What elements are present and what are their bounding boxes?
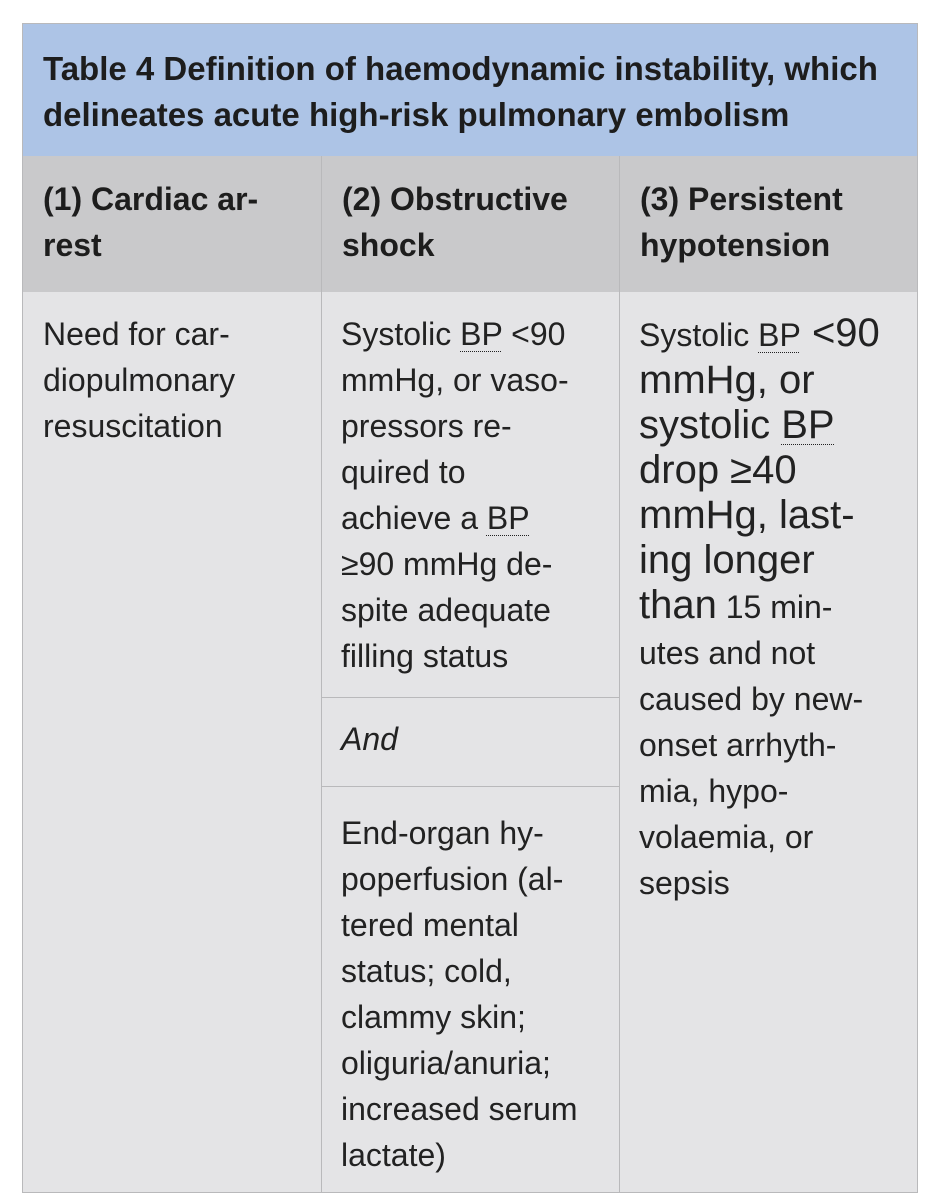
text-fragment: than <box>639 583 717 627</box>
cell-line <box>639 311 899 358</box>
cell-line: volaemia, or <box>639 819 814 855</box>
text-fragment: Systolic <box>639 317 759 353</box>
cell-line <box>639 403 899 448</box>
cell-line: caused by new- <box>639 681 864 717</box>
cell-line: increased serum <box>341 1091 578 1127</box>
text-fragment: systolic <box>639 403 782 447</box>
cell-and-connector <box>321 716 619 762</box>
text-fragment: <90 <box>800 311 880 355</box>
cell-line: mia, hypo- <box>639 773 789 809</box>
cell-line: status; cold, <box>341 953 512 989</box>
table-frame <box>22 23 918 1193</box>
header-persistent-hypotension <box>619 156 918 292</box>
header-line: (3) Persistent <box>640 181 843 217</box>
table-caption <box>23 24 917 156</box>
abbreviation-bp: BP <box>781 403 835 447</box>
cell-line: oliguria/anuria; <box>341 1045 551 1081</box>
cell-line: pressors re- <box>341 408 512 444</box>
header-line: (1) Cardiac ar- <box>43 181 259 217</box>
header-line: rest <box>43 227 102 263</box>
cell-line <box>341 311 599 357</box>
row-divider <box>321 697 619 698</box>
cell-line: ≥90 mmHg de- <box>341 546 553 582</box>
text-fragment: <90 <box>502 316 566 352</box>
abbreviation-bp: BP <box>460 316 503 352</box>
cell-line <box>341 495 599 541</box>
cell-line: lactate) <box>341 1137 446 1173</box>
cell-line: Need for car- <box>43 316 230 352</box>
abbreviation-bp: BP <box>486 500 530 536</box>
text-fragment: achieve a <box>341 500 487 536</box>
cell-line: sepsis <box>639 865 730 901</box>
cell-line: ing longer <box>639 538 815 582</box>
caption-line: Table 4 Definition of haemodynamic instability, which <box>43 50 878 87</box>
abbreviation-bp: BP <box>758 317 801 353</box>
cell-line: filling status <box>341 638 509 674</box>
cell-line: clammy skin; <box>341 999 526 1035</box>
cell-line: spite adequate <box>341 592 551 628</box>
text-fragment: 15 min- <box>716 589 833 625</box>
cell-line: tered mental <box>341 907 519 943</box>
text-fragment: Systolic <box>341 316 461 352</box>
cell-line: poperfusion (al- <box>341 861 564 897</box>
header-line: hypotension <box>640 227 831 263</box>
header-line: shock <box>342 227 435 263</box>
cell-line: quired to <box>341 454 466 490</box>
cell-cardiac-arrest <box>23 311 321 449</box>
header-line: (2) Obstructive <box>342 181 568 217</box>
cell-line: diopulmonary <box>43 362 236 398</box>
cell-obstructive-shock-criteria <box>321 311 619 679</box>
header-cardiac-arrest <box>23 156 321 292</box>
header-obstructive-shock <box>321 156 619 292</box>
cell-line: utes and not <box>639 635 816 671</box>
cell-persistent-hypotension <box>619 311 918 906</box>
cell-line: mmHg, or <box>639 358 815 402</box>
cell-line: mmHg, last- <box>639 493 855 537</box>
cell-line: mmHg, or vaso- <box>341 362 569 398</box>
cell-end-organ-hypoperfusion <box>321 810 619 1178</box>
caption-line: delineates acute high-risk pulmonary embolism <box>43 96 790 133</box>
cell-line <box>639 583 899 630</box>
cell-line: End-organ hy- <box>341 815 544 851</box>
cell-line: resuscitation <box>43 408 223 444</box>
row-divider <box>321 786 619 787</box>
cell-line: onset arrhyth- <box>639 727 837 763</box>
cell-line: drop ≥40 <box>639 448 797 492</box>
cell-line: And <box>341 721 398 757</box>
